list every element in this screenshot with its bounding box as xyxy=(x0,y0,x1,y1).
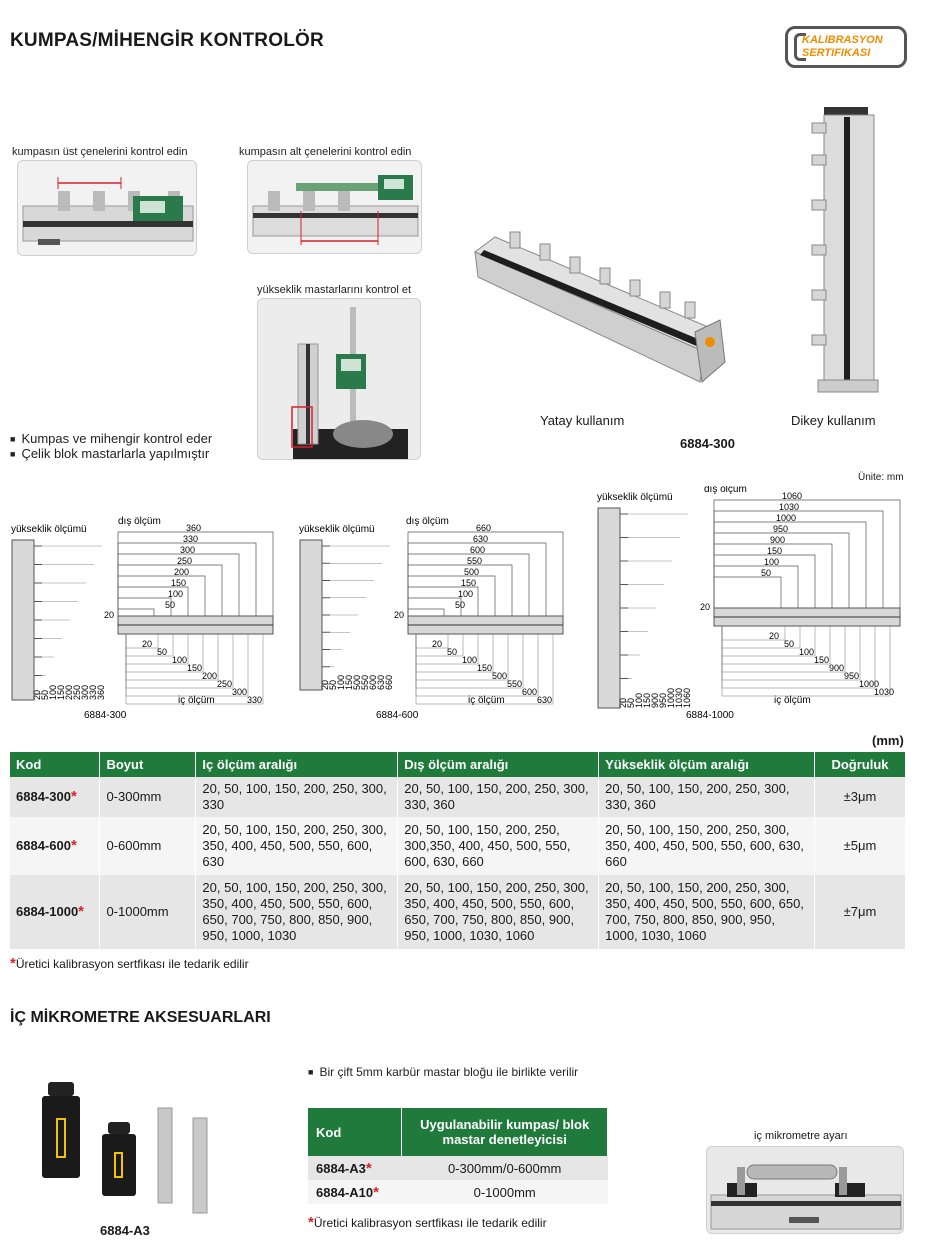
outer-value-label: 900 xyxy=(770,535,786,545)
accessory-bullet: ■ Bir çift 5mm karbür mastar bloğu ile birlikte verilir xyxy=(308,1065,578,1079)
height-value-label: 150 xyxy=(56,684,66,700)
outer-bracket xyxy=(118,576,205,616)
outer-value-label: 100 xyxy=(458,589,474,599)
inner-value-label: 150 xyxy=(477,663,493,673)
col-kod: Kod xyxy=(10,752,100,777)
outer-value-label: 150 xyxy=(171,578,187,588)
dimension-diagrams xyxy=(0,486,948,726)
row-kod: 6884-600* xyxy=(10,817,100,875)
acc-row-val: 0-1000mm xyxy=(473,1184,536,1200)
outer-value-label: 100 xyxy=(168,589,184,599)
inner-value-label: 500 xyxy=(492,671,508,681)
outer-value-label: 50 xyxy=(165,600,176,610)
left-value-label: 20 xyxy=(394,610,405,620)
height-value-label: 330 xyxy=(88,684,98,700)
accessory-footnote: *Üretici kalibrasyon sertfikası ile tedarik edilir xyxy=(308,1214,547,1231)
height-value-label: 500 xyxy=(352,674,362,690)
outer-value-label: 500 xyxy=(464,567,480,577)
row-yuk: 20, 50, 100, 150, 200, 250, 300, 350, 400, 450, 500, 550, 600, 630, 660 xyxy=(599,817,815,875)
inner-value-label: 250 xyxy=(217,679,233,689)
height-value-label: 100 xyxy=(48,684,58,700)
outer-bracket xyxy=(714,511,883,608)
height-value-label: 1000 xyxy=(666,687,676,708)
height-column xyxy=(598,508,620,708)
height-gauge-photo xyxy=(257,298,421,460)
top-jaw-photo xyxy=(17,160,197,256)
feature-bullet: ■ Kumpas ve mihengir kontrol eder xyxy=(10,431,212,446)
outer-bracket xyxy=(408,598,461,616)
outer-measure-label: dış ölçüm xyxy=(704,486,747,495)
row-ic: 20, 50, 100, 150, 200, 250, 300, 330 xyxy=(196,777,398,817)
col-dis: Dış ölçüm aralığı xyxy=(398,752,599,777)
inner-value-label: 630 xyxy=(537,695,553,705)
col-boyut: Boyut xyxy=(100,752,196,777)
height-value-label: 900 xyxy=(650,692,660,708)
height-value-label: 950 xyxy=(658,692,668,708)
table-row xyxy=(10,817,906,875)
table-row xyxy=(308,1156,608,1180)
outer-bracket xyxy=(408,609,444,616)
height-value-label: 100 xyxy=(336,674,346,690)
row-boyut: 0-300mm xyxy=(100,777,196,817)
inner-value-label: 100 xyxy=(799,647,815,657)
outer-bracket xyxy=(118,609,154,616)
vertical-use-caption: Dikey kullanım xyxy=(791,413,876,428)
acc-row-kod: 6884-A10* xyxy=(316,1183,379,1201)
inner-measure-label: iç ölçüm xyxy=(468,695,505,706)
row-yuk: 20, 50, 100, 150, 200, 250, 300, 330, 360 xyxy=(599,777,815,817)
height-value-label: 1060 xyxy=(682,687,692,708)
row-dis: 20, 50, 100, 150, 200, 250, 300, 330, 360 xyxy=(398,777,599,817)
height-measure-label: yükseklik ölçümü xyxy=(299,524,375,535)
outer-bracket xyxy=(714,500,900,608)
outer-value-label: 600 xyxy=(470,545,486,555)
inner-value-label: 150 xyxy=(187,663,203,673)
table-row xyxy=(10,875,906,949)
model-caption: 6884-300 xyxy=(680,436,735,451)
table-row xyxy=(10,777,906,817)
height-check-caption: yükseklik mastarlarını kontrol et xyxy=(257,284,412,296)
height-value-label: 1030 xyxy=(674,687,684,708)
setup-caption: iç mikrometre ayarı xyxy=(754,1130,848,1142)
col-ic: Iç ölçüm aralığı xyxy=(196,752,398,777)
row-yuk: 20, 50, 100, 150, 200, 250, 300, 350, 400, 450, 500, 550, 600, 650, 700, 750, 800, 850, 900, 950, 1000, 1030, 1060 xyxy=(599,875,815,949)
unit-note: Ünite: mm xyxy=(858,472,904,483)
acc-col-kod: Kod xyxy=(308,1108,402,1156)
height-value-label: 600 xyxy=(368,674,378,690)
left-value-label: 20 xyxy=(700,602,711,612)
cert-logo-line1: KALIBRASYON xyxy=(802,34,883,46)
diagram-code: 6884-1000 xyxy=(686,710,734,721)
inner-bracket xyxy=(722,626,845,672)
inner-value-label: 50 xyxy=(447,647,458,657)
row-kod: 6884-300* xyxy=(10,777,100,817)
outer-value-label: 360 xyxy=(186,523,202,533)
height-value-label: 50 xyxy=(40,689,50,700)
bottom-jaw-photo xyxy=(247,160,422,254)
cert-logo-line2: SERTIFIKASI xyxy=(802,47,871,59)
vertical-use-image xyxy=(808,105,884,395)
outer-value-label: 250 xyxy=(177,556,193,566)
inner-value-label: 300 xyxy=(232,687,248,697)
height-value-label: 20 xyxy=(32,689,42,700)
outer-value-label: 200 xyxy=(174,567,190,577)
row-dis: 20, 50, 100, 150, 200, 250, 300, 350, 400, 450, 500, 550, 600, 650, 700, 750, 800, 850, 900, 950, 1000, 1030, 1060 xyxy=(398,875,599,949)
row-dog: ±3μm xyxy=(814,777,905,817)
inner-value-label: 50 xyxy=(157,647,168,657)
inner-value-label: 20 xyxy=(142,639,153,649)
height-value-label: 660 xyxy=(384,674,394,690)
outer-bracket xyxy=(118,598,171,616)
outer-value-label: 100 xyxy=(764,557,780,567)
height-value-label: 100 xyxy=(634,692,644,708)
row-ic: 20, 50, 100, 150, 200, 250, 300, 350, 400, 450, 500, 550, 600, 650, 700, 750, 800, 850, 900, 950, 1000, 1030 xyxy=(196,875,398,949)
outer-measure-label: dış ölçüm xyxy=(406,516,449,527)
row-boyut: 0-600mm xyxy=(100,817,196,875)
height-value-label: 550 xyxy=(360,674,370,690)
inner-value-label: 550 xyxy=(507,679,523,689)
row-kod: 6884-1000* xyxy=(10,875,100,949)
accessories-title: İÇ MİKROMETRE AKSESUARLARI xyxy=(10,1009,271,1026)
acc-row-kod: 6884-A3* xyxy=(316,1159,372,1177)
inner-value-label: 600 xyxy=(522,687,538,697)
outer-value-label: 300 xyxy=(180,545,196,555)
mm-label: (mm) xyxy=(872,733,904,748)
feature-bullet: ■ Çelik blok mastarlarla yapılmıştır xyxy=(10,446,209,461)
row-dog: ±5μm xyxy=(814,817,905,875)
height-column xyxy=(12,540,34,700)
accessory-photo-caption: 6884-A3 xyxy=(100,1223,150,1238)
inner-value-label: 200 xyxy=(202,671,218,681)
outer-bracket xyxy=(714,566,798,608)
outer-value-label: 630 xyxy=(473,534,489,544)
diagram-code: 6884-300 xyxy=(84,710,127,721)
height-measure-label: yükseklik ölçümü xyxy=(11,524,87,535)
height-value-label: 50 xyxy=(328,679,338,690)
col-dog: Doğruluk xyxy=(814,752,905,777)
row-dis: 20, 50, 100, 150, 200, 250, 300,350, 400, 450, 500, 550, 600, 630, 660 xyxy=(398,817,599,875)
inner-value-label: 1030 xyxy=(874,687,895,697)
height-value-label: 20 xyxy=(320,679,330,690)
height-value-label: 200 xyxy=(64,684,74,700)
certificate-logo xyxy=(785,26,907,68)
height-value-label: 20 xyxy=(618,697,628,708)
outer-value-label: 330 xyxy=(183,534,199,544)
height-measure-label: yükseklik ölçümü xyxy=(597,492,673,503)
acc-col-val: Uygulanabilir kumpas/ blok mastar denetleyicisi xyxy=(402,1108,608,1156)
height-value-label: 150 xyxy=(344,674,354,690)
height-value-label: 360 xyxy=(96,684,106,700)
inner-value-label: 1000 xyxy=(859,679,880,689)
outer-value-label: 950 xyxy=(773,524,789,534)
bottom-jaw-caption: kumpasın alt çenelerini kontrol edin xyxy=(239,146,412,158)
page-title: KUMPAS/MİHENGİR KONTROLÖR xyxy=(10,30,324,51)
outer-value-label: 550 xyxy=(467,556,483,566)
height-value-label: 630 xyxy=(376,674,386,690)
inner-measure-label: iç ölçüm xyxy=(774,695,811,706)
inner-value-label: 950 xyxy=(844,671,860,681)
col-yuk: Yükseklik ölçüm aralığı xyxy=(599,752,815,777)
outer-bracket xyxy=(118,532,273,616)
inner-value-label: 50 xyxy=(784,639,795,649)
top-jaw-caption: kumpasın üst çenelerini kontrol edin xyxy=(12,146,188,158)
outer-value-label: 150 xyxy=(461,578,477,588)
row-dog: ±7μm xyxy=(814,875,905,949)
outer-bracket xyxy=(714,577,781,608)
accessory-photo xyxy=(30,1078,230,1218)
outer-value-label: 1060 xyxy=(782,491,803,501)
height-value-label: 50 xyxy=(626,697,636,708)
outer-value-label: 660 xyxy=(476,523,492,533)
diagram-code: 6884-600 xyxy=(376,710,419,721)
left-value-label: 20 xyxy=(104,610,115,620)
accessory-table xyxy=(308,1108,608,1204)
inner-value-label: 100 xyxy=(462,655,478,665)
inner-value-label: 20 xyxy=(769,631,780,641)
inner-value-label: 330 xyxy=(247,695,263,705)
outer-bracket xyxy=(408,576,495,616)
table-row xyxy=(308,1180,608,1204)
outer-value-label: 50 xyxy=(455,600,466,610)
height-value-label: 250 xyxy=(72,684,82,700)
spec-table xyxy=(10,752,906,949)
outer-value-label: 1030 xyxy=(779,502,800,512)
inner-value-label: 100 xyxy=(172,655,188,665)
spec-footnote: *Üretici kalibrasyon sertfikası ile tedarik edilir xyxy=(10,955,249,972)
outer-value-label: 150 xyxy=(767,546,783,556)
inner-value-label: 900 xyxy=(829,663,845,673)
outer-value-label: 50 xyxy=(761,568,772,578)
inner-value-label: 150 xyxy=(814,655,830,665)
outer-value-label: 1000 xyxy=(776,513,797,523)
outer-bracket xyxy=(408,532,563,616)
horizontal-use-caption: Yatay kullanım xyxy=(540,413,625,428)
horizontal-use-image xyxy=(470,222,726,387)
outer-measure-label: dış ölçüm xyxy=(118,516,161,527)
row-boyut: 0-1000mm xyxy=(100,875,196,949)
setup-photo xyxy=(706,1146,904,1234)
height-value-label: 300 xyxy=(80,684,90,700)
row-ic: 20, 50, 100, 150, 200, 250, 300, 350, 400, 450, 500, 550, 600, 630 xyxy=(196,817,398,875)
inner-value-label: 20 xyxy=(432,639,443,649)
height-value-label: 150 xyxy=(642,692,652,708)
height-column xyxy=(300,540,322,690)
outer-bracket xyxy=(714,522,866,608)
acc-row-val: 0-300mm/0-600mm xyxy=(447,1160,562,1176)
inner-measure-label: iç ölçüm xyxy=(178,695,215,706)
